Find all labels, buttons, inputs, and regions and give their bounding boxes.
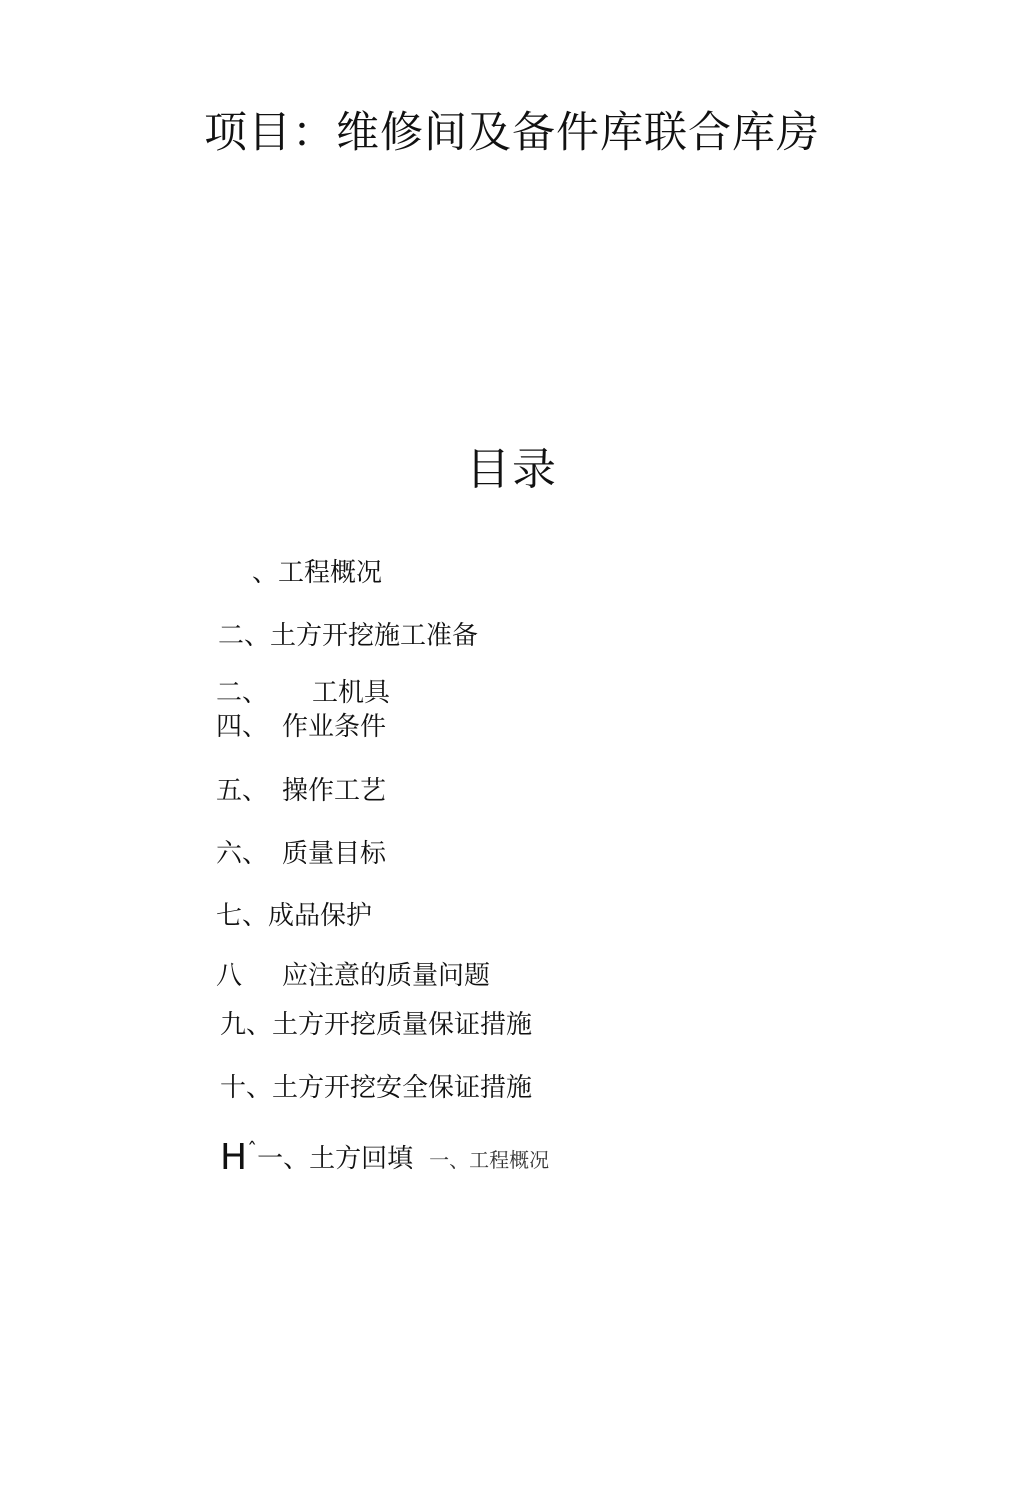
toc-item-number-rest: 一、 <box>257 1144 310 1174</box>
toc-item-text: 土方开挖施工准备 <box>270 621 479 651</box>
toc-item-text: 工机具 <box>312 678 391 708</box>
toc-item-text: 工程概况 <box>278 558 383 588</box>
toc-item-number: 二、 <box>216 678 269 708</box>
toc-item <box>216 899 372 933</box>
toc-item <box>216 774 386 808</box>
toc-item-text: 质量目标 <box>282 839 387 869</box>
section-heading-overlap: 一、工程概况 <box>429 1148 550 1172</box>
toc-item <box>220 1071 532 1105</box>
toc-item <box>220 1008 532 1042</box>
toc-item-number: 九、 <box>220 1010 273 1040</box>
toc-item-number: 八 <box>216 961 243 991</box>
toc-item <box>220 1133 549 1177</box>
toc-item <box>216 959 490 993</box>
toc-item-text: 操作工艺 <box>282 776 387 806</box>
toc-item-number-caret: ˆ <box>247 1138 258 1162</box>
toc-item-number <box>220 1133 309 1176</box>
toc-item-number-h: H <box>220 1137 248 1178</box>
toc-item-text: 土方回填 <box>309 1144 414 1174</box>
toc-item-text: 土方开挖安全保证措施 <box>272 1073 533 1103</box>
toc-item-number: 七、 <box>216 901 269 931</box>
toc-item <box>216 676 390 710</box>
project-title: 项目：维修间及备件库联合库房 <box>204 108 820 158</box>
toc-item-text: 土方开挖质量保证措施 <box>272 1010 533 1040</box>
toc-item-number: 四、 <box>216 712 269 742</box>
toc-item <box>218 619 478 653</box>
toc-item <box>216 837 386 871</box>
toc-heading: 目录 <box>466 444 558 495</box>
toc-item-text: 应注意的质量问题 <box>282 961 491 991</box>
toc-item-text: 作业条件 <box>282 712 387 742</box>
toc-item-number: 五、 <box>216 776 269 806</box>
toc-item-number: 、 <box>252 558 279 588</box>
toc-item-number: 十、 <box>220 1073 273 1103</box>
toc-item <box>252 556 382 590</box>
toc-item <box>216 710 386 744</box>
toc-item-text: 成品保护 <box>268 901 373 931</box>
toc-item-number: 二、 <box>218 621 271 651</box>
toc-item-number: 六、 <box>216 839 269 869</box>
